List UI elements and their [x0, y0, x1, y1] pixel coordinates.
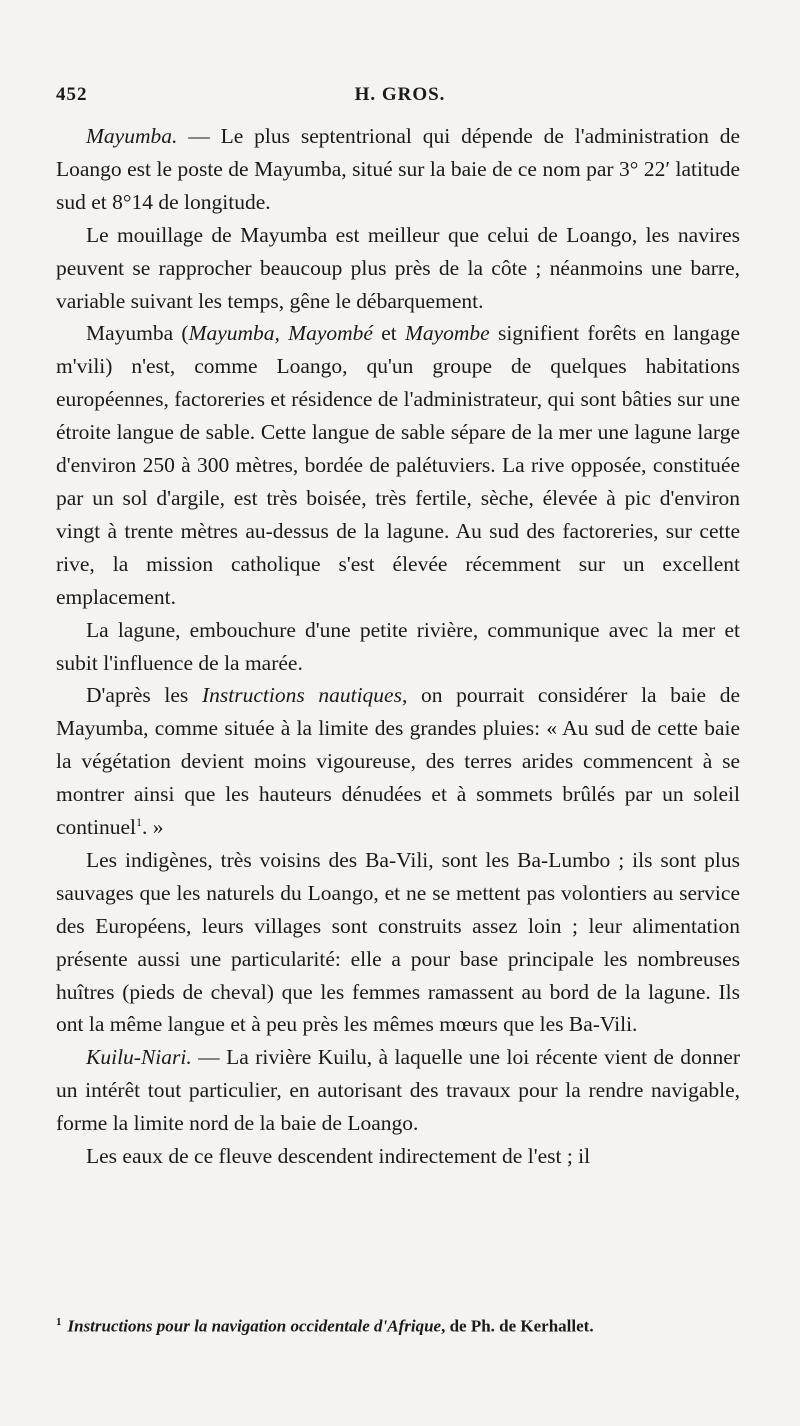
paragraph-text: signifient forêts en langage m'vili) n'est, comme Loango, qu'un groupe de quelques habitations européennes, factoreries et résidence de l'administrateur, qui sont bâties sur une étroite langue de sable. Cette langue de sable sépare de la mer une lagune large d'environ 250 à 300 mètres, bordée de palétuviers. La rive opposée, constituée par un sol d'argile, est très boisée, très fertile, sèche, élevée à pic d'environ vingt à trente mètres au-dessus de la lagune. Au sud des factoreries, sur cette rive, la mission catholique s'est élevée récemment sur un excellent emplacement.	[56, 321, 740, 609]
paragraph-instructions	[56, 679, 740, 844]
paragraph-text: , on pourrait considérer la baie de Mayumba, comme située à la limite des grandes pluies: « Au sud de cette baie la végétation devient moins vigoureuse, des terres arides commencent à se montrer ainsi que les hauteurs dénudées et à sommets brûlés par un soleil continuel	[56, 683, 740, 840]
body-text	[56, 120, 740, 1173]
section-lead-kuilu: Kuilu-Niari.	[86, 1045, 192, 1070]
paragraph-etymology	[56, 317, 740, 613]
running-head: H. GROS.	[354, 84, 446, 105]
paragraph-mayumba	[56, 120, 740, 219]
paragraph-text: . »	[142, 815, 164, 840]
italic-term: Mayumba, Mayombé	[188, 321, 373, 346]
footnote	[56, 1316, 756, 1337]
page-header	[56, 84, 744, 114]
footnote-text: , de Ph. de Kerhallet.	[441, 1316, 594, 1336]
paragraph-text: — Le plus septentrional qui dépende de l'administration de Loango est le poste de Mayumba, situé sur la baie de ce nom par 3° 22′ latitude sud et 8°14 de longitude.	[56, 124, 740, 214]
paragraph-text: Mayumba (	[86, 321, 189, 346]
paragraph-text: et	[372, 321, 405, 346]
paragraph-kuilu	[56, 1041, 740, 1140]
paragraph-indigenes: Les indigènes, très voisins des Ba-Vili, sont les Ba-Lumbo ; ils sont plus sauvages que les naturels du Loango, et ne se mettent pas volontiers au service des Européens, leurs villages sont construits assez loin ; leur alimentation présente aussi une particularité: elle a pour base principale les nombreuses huîtres (pieds de cheval) que les femmes ramassent au bord de la lagune. Ils ont la même langue et à peu près les mêmes mœurs que les Ba-Vili.	[56, 847, 740, 1037]
italic-term: Mayombe	[404, 321, 490, 346]
paragraph-mouillage: Le mouillage de Mayumba est meilleur que celui de Loango, les navires peuvent se rapprocher beaucoup plus près de la côte ; néanmoins une barre, variable suivant les temps, gêne le débarquement.	[56, 222, 740, 313]
footnote-title: Instructions pour la navigation occidentale d'Afrique	[67, 1316, 442, 1336]
paragraph-eaux: Les eaux de ce fleuve descendent indirectement de l'est ; il	[86, 1144, 591, 1169]
paragraph-text: D'après les	[86, 683, 202, 708]
paragraph-text: — La rivière Kuilu, à laquelle une loi récente vient de donner un intérêt tout particulier, en autorisant des travaux pour la rendre navigable, forme la limite nord de la baie de Loango.	[56, 1045, 740, 1136]
footnote-mark: 1	[56, 1316, 62, 1328]
italic-title: Instructions nautiques	[201, 683, 402, 708]
page-number: 452	[56, 84, 88, 105]
section-lead-mayumba: Mayumba.	[86, 124, 178, 148]
footnote-reference[interactable]: 1	[136, 814, 143, 829]
paragraph-lagune: La lagune, embouchure d'une petite rivière, communique avec la mer et subit l'influence de la marée.	[56, 617, 740, 675]
